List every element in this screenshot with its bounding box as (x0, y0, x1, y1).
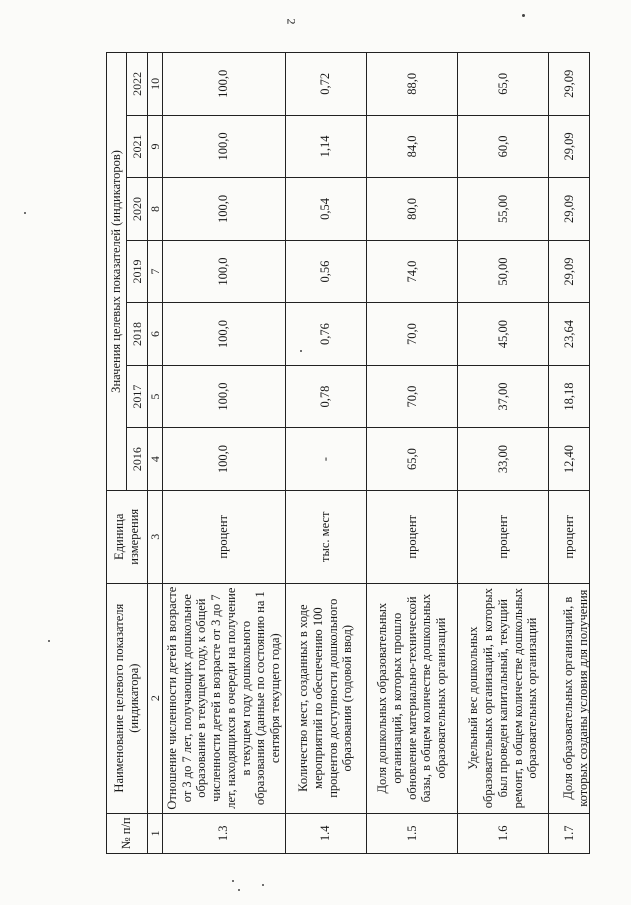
indicator-name (549, 583, 590, 813)
table-row (549, 53, 590, 854)
value-cell: 37,00 (458, 365, 549, 428)
document-page (106, 52, 590, 854)
header-year: 2018 (127, 303, 147, 366)
column-number: 3 (147, 490, 162, 583)
header-year: 2017 (127, 365, 147, 428)
value-cell: 100,0 (162, 115, 285, 178)
value-cell: 29,09 (549, 53, 590, 116)
value-cell: 50,00 (458, 240, 549, 303)
scan-speck (522, 14, 525, 17)
header-values-group: Значения целевых показателей (индикаторов) (107, 53, 127, 491)
value-cell: 65,0 (458, 53, 549, 116)
table-row (162, 53, 285, 854)
unit-cell: процент (458, 490, 549, 583)
indicator-name: Доля дошкольных образовательных организаций, в которых прошло обновление материально-технической базы, в общем количестве дошкольных образовательных организаций (366, 583, 457, 813)
value-cell: 100,0 (162, 428, 285, 491)
value-cell: 88,0 (366, 53, 457, 116)
column-number: 9 (147, 115, 162, 178)
scan-speck (232, 880, 234, 882)
table-row (285, 53, 366, 854)
value-cell: 0,54 (285, 178, 366, 241)
page-number: 2 (284, 18, 299, 25)
column-number: 2 (147, 583, 162, 813)
value-cell: 100,0 (162, 303, 285, 366)
column-number: 10 (147, 53, 162, 116)
unit-cell: тыс. мест (285, 490, 366, 583)
value-cell: 84,0 (366, 115, 457, 178)
value-cell: 1,14 (285, 115, 366, 178)
value-cell: 65,0 (366, 428, 457, 491)
row-number: 1.6 (458, 813, 549, 853)
value-cell: 33,00 (458, 428, 549, 491)
value-cell: 74,0 (366, 240, 457, 303)
column-number: 8 (147, 178, 162, 241)
row-number: 1.3 (162, 813, 285, 853)
value-cell: 0,76 (285, 303, 366, 366)
rotated-table-wrapper (106, 52, 590, 854)
value-cell: 70,0 (366, 303, 457, 366)
value-cell: 55,00 (458, 178, 549, 241)
header-year: 2020 (127, 178, 147, 241)
scan-speck (238, 889, 240, 891)
value-cell: 29,09 (549, 115, 590, 178)
column-number: 1 (147, 813, 162, 853)
table-row (366, 53, 457, 854)
value-cell: 18,18 (549, 365, 590, 428)
unit-cell: процент (162, 490, 285, 583)
column-number: 6 (147, 303, 162, 366)
value-cell: 29,09 (549, 178, 590, 241)
indicator-name: Удельный вес дошкольных образовательных организаций, в которых был проведен капитальный, текущий ремонт, в общем количестве дошкольных образовательных организаций (458, 583, 549, 813)
header-year: 2016 (127, 428, 147, 491)
column-number: 4 (147, 428, 162, 491)
header-unit: Единица измерения (107, 490, 148, 583)
header-year: 2021 (127, 115, 147, 178)
header-year: 2022 (127, 53, 147, 116)
indicator-name: Количество мест, созданных в ходе мероприятий по обеспечению 100 процентов доступности дошкольного образования (годовой ввод) (285, 583, 366, 813)
indicators-table (106, 52, 590, 854)
column-number: 5 (147, 365, 162, 428)
value-cell: 100,0 (162, 53, 285, 116)
value-cell: 29,09 (549, 240, 590, 303)
row-number: 1.5 (366, 813, 457, 853)
value-cell: 0,56 (285, 240, 366, 303)
header-year: 2019 (127, 240, 147, 303)
value-cell: 70,0 (366, 365, 457, 428)
value-cell: - (285, 428, 366, 491)
value-cell: 100,0 (162, 240, 285, 303)
table-header-row (107, 53, 127, 854)
indicator-name-text: Доля образовательных организаций, в которых созданы условия для получения (561, 589, 590, 807)
value-cell: 23,64 (549, 303, 590, 366)
scan-speck (24, 212, 26, 214)
value-cell: 60,0 (458, 115, 549, 178)
indicator-name: Отношение численности детей в возрасте от 3 до 7 лет, получающих дошкольное образование в текущем году, к общей численности детей в возрасте от 3 до 7 лет, находящихся в очереди на получение в текущем году дошкольного образования (данные по состоянию на 1 сентября текущего года) (162, 583, 285, 813)
unit-cell: процент (549, 490, 590, 583)
value-cell: 80,0 (366, 178, 457, 241)
value-cell: 100,0 (162, 178, 285, 241)
header-num: № п/п (107, 813, 148, 853)
row-number: 1.7 (549, 813, 590, 853)
header-name: Наименование целевого показателя (индикатора) (107, 583, 148, 813)
scan-speck (262, 884, 264, 886)
scan-speck (48, 640, 50, 642)
column-number-row (147, 53, 162, 854)
value-cell: 45,00 (458, 303, 549, 366)
value-cell: 100,0 (162, 365, 285, 428)
row-number: 1.4 (285, 813, 366, 853)
unit-cell: процент (366, 490, 457, 583)
value-cell: 0,72 (285, 53, 366, 116)
table-row (458, 53, 549, 854)
column-number: 7 (147, 240, 162, 303)
value-cell: 12,40 (549, 428, 590, 491)
value-cell: 0,78 (285, 365, 366, 428)
